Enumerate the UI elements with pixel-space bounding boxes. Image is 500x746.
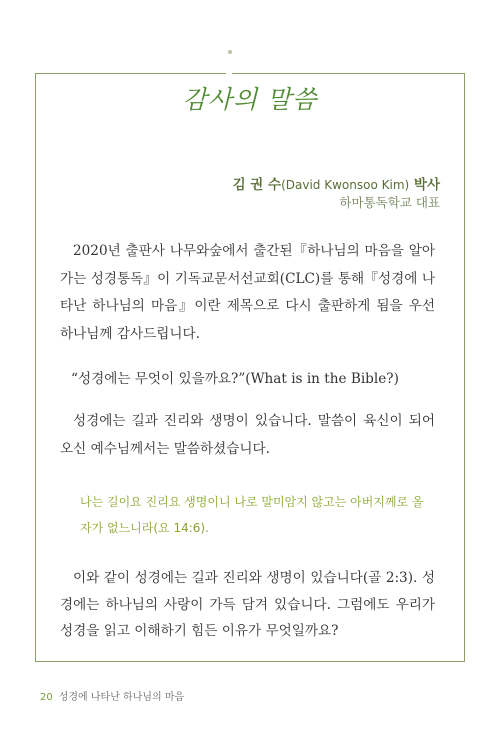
author-line: [233, 173, 440, 193]
author-english-name: (David Kwonsoo Kim): [281, 178, 410, 192]
author-name: 김 권 수: [232, 177, 282, 193]
page-title: 감사의 말씀: [182, 85, 318, 114]
frame-notch: [226, 73, 232, 77]
page-number: 20: [40, 692, 53, 703]
author-affiliation: 하마통독학교 대표: [339, 195, 440, 210]
top-ornament-dot: [228, 50, 232, 54]
paragraph-intro: 2020년 출판사 나무와숲에서 출간된『하나님의 마음을 알아가는 성경통독』이 기독교문서선교회(CLC)를 통해『성경에 나타난 하나님의 마음』이란 제목으로 다시 출판하게 됨을 우선 하나님께 감사드립니다.: [60, 243, 435, 342]
running-title: 성경에 나타난 하나님의 마음: [58, 692, 185, 703]
question-heading: “성경에는 무엇이 있을까요?”(What is in the Bible?): [71, 371, 399, 387]
author-title: 박사: [413, 177, 440, 193]
bible-verse-quote: 나는 길이요 진리요 생명이니 나로 말미암지 않고는 아버지께로 올 자가 없느니라(요 14:6).: [80, 495, 424, 535]
paragraph-question: 이와 같이 성경에는 길과 진리와 생명이 있습니다(골 2:3). 성경에는 하나님의 사랑이 가득 담겨 있습니다. 그럼에도 우리가 성경을 읽고 이해하기 힘든 이유가 무엇일까요?: [60, 570, 435, 639]
page-footer: [40, 688, 184, 703]
paragraph-bible-content: 성경에는 길과 진리와 생명이 있습니다. 말씀이 육신이 되어오신 예수님께서는 말씀하셨습니다.: [60, 413, 435, 457]
